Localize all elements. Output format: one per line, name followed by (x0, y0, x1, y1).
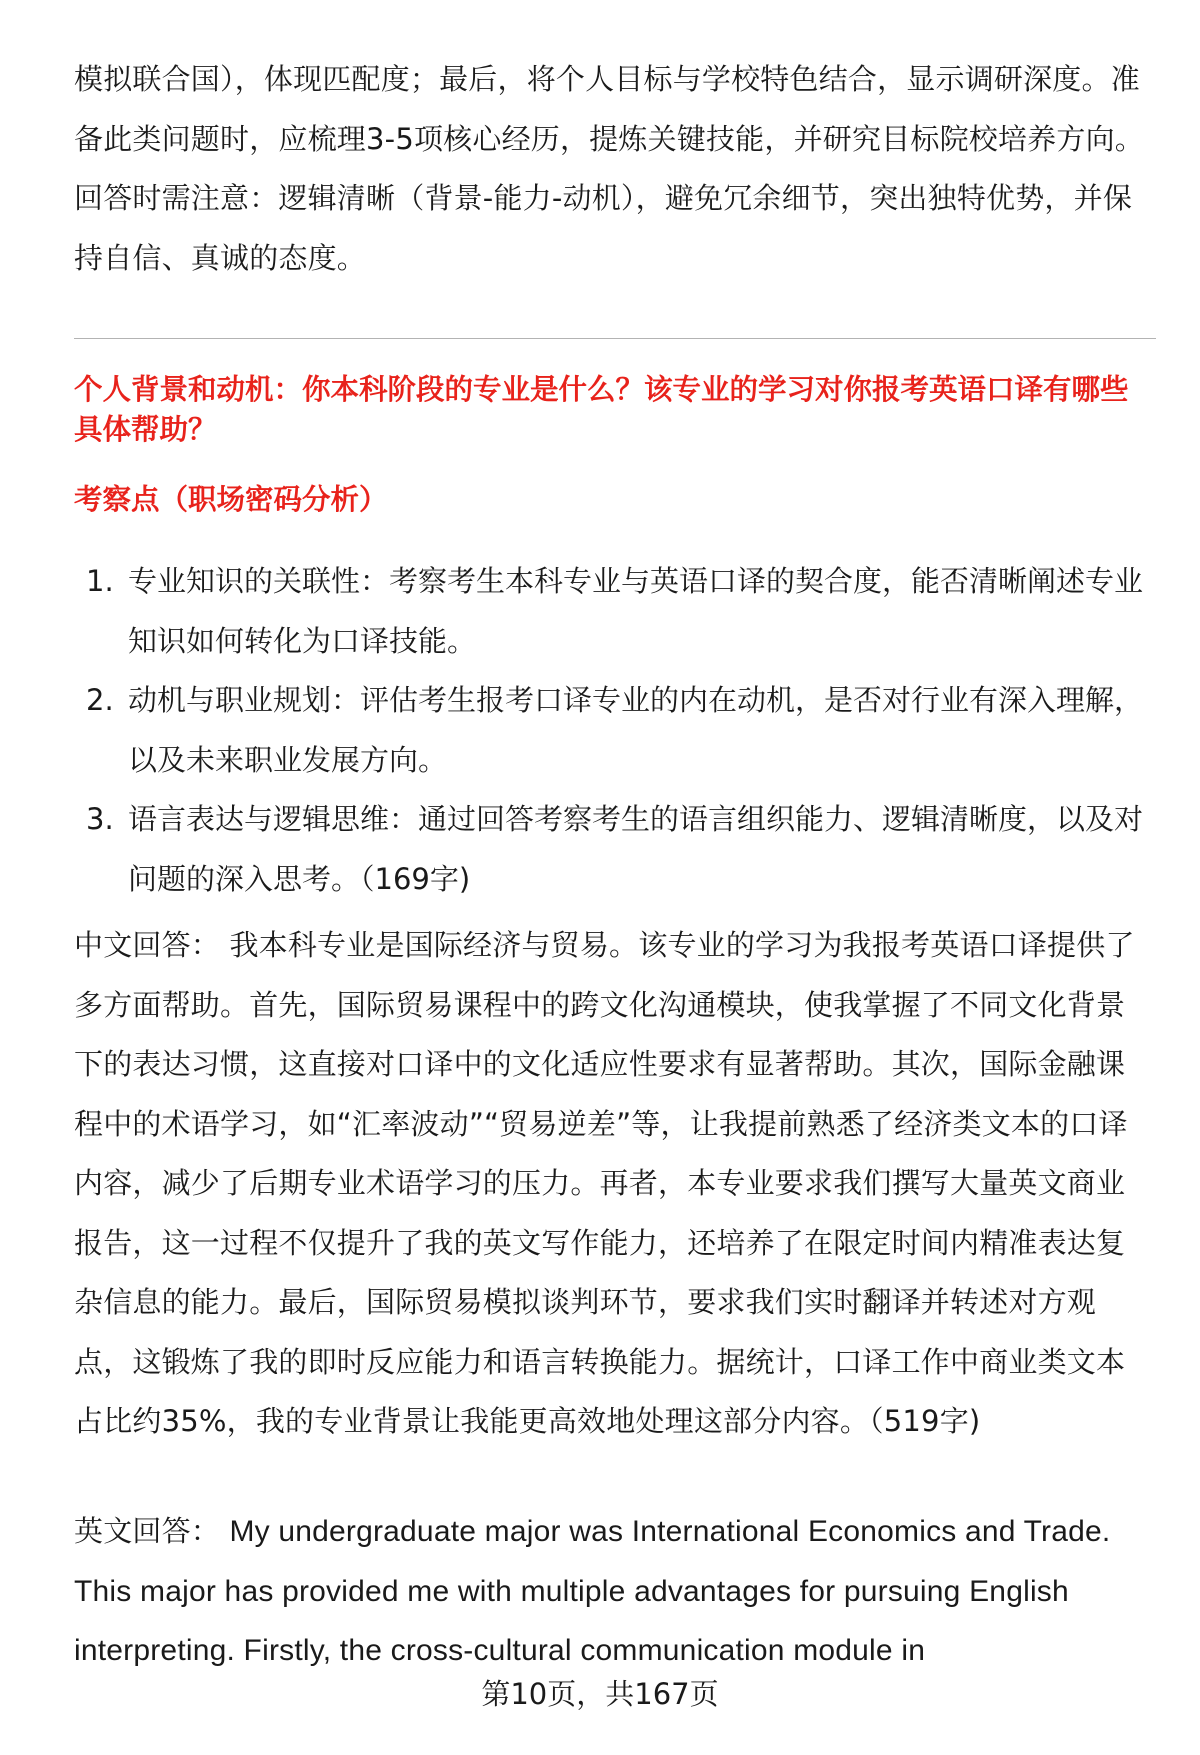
english-answer (74, 1502, 1154, 1681)
chinese-answer-text: 我本科专业是国际经济与贸易。该专业的学习为我报考英语口译提供了多方面帮助。首先，国际贸易课程中的跨文化沟通模块，使我掌握了不同文化背景下的表达习惯，这直接对口译中的文化适应性要求有显著帮助。其次，国际金融课程中的术语学习，如“汇率波动”“贸易逆差”等，让我提前熟悉了经济类文本的口译内容，减少了后期专业术语学习的压力。再者，本专业要求我们撰写大量英文商业报告，这一过程不仅提升了我的英文写作能力，还培养了在限定时间内精准表达复杂信息的能力。最后，国际贸易模拟谈判环节，要求我们实时翻译并转述对方观点，这锻炼了我的即时反应能力和语言转换能力。据统计，口译工作中商业类文本占比约35%，我的专业背景让我能更高效地处理这部分内容。（519字) (74, 928, 1135, 1438)
analysis-point-text: 语言表达与逻辑思维：通过回答考察考生的语言组织能力、逻辑清晰度，以及对问题的深入思考。（169字) (128, 802, 1144, 896)
analysis-point (80, 790, 1154, 909)
page-number-footer: 第10页，共167页 (481, 1677, 719, 1711)
analysis-point-number: 2. (86, 683, 114, 717)
english-answer-text: My undergraduate major was International Economics and Trade. This major has provided me with multiple advantages for pursuing English interpreting. Firstly, the cross-cultural communication module in (74, 1515, 1111, 1667)
analysis-point-number: 3. (86, 802, 114, 836)
english-answer-label: 英文回答： (74, 1514, 221, 1548)
chinese-answer (74, 916, 1154, 1452)
intro-paragraph: 模拟联合国），体现匹配度；最后，将个人目标与学校特色结合，显示调研深度。准备此类问题时，应梳理3-5项核心经历，提炼关键技能，并研究目标院校培养方向。回答时需注意：逻辑清晰（背景-能力-动机），避免冗余细节，突出独特优势，并保持自信、真诚的态度。 (74, 62, 1144, 275)
analysis-point-text: 专业知识的关联性：考察考生本科专业与英语口译的契合度，能否清晰阐述专业知识如何转化为口译技能。 (128, 564, 1144, 658)
analysis-point-number: 1. (86, 564, 114, 598)
analysis-heading: 考察点（职场密码分析） (74, 483, 388, 516)
analysis-list (80, 552, 1154, 909)
chinese-answer-label: 中文回答： (74, 928, 221, 962)
analysis-point (80, 671, 1154, 790)
analysis-point (80, 552, 1154, 671)
question-heading: 个人背景和动机：你本科阶段的专业是什么？该专业的学习对你报考英语口译有哪些具体帮助？ (74, 373, 1129, 446)
analysis-point-text: 动机与职业规划：评估考生报考口译专业的内在动机，是否对行业有深入理解，以及未来职业发展方向。 (128, 683, 1144, 777)
section-divider (74, 338, 1156, 339)
